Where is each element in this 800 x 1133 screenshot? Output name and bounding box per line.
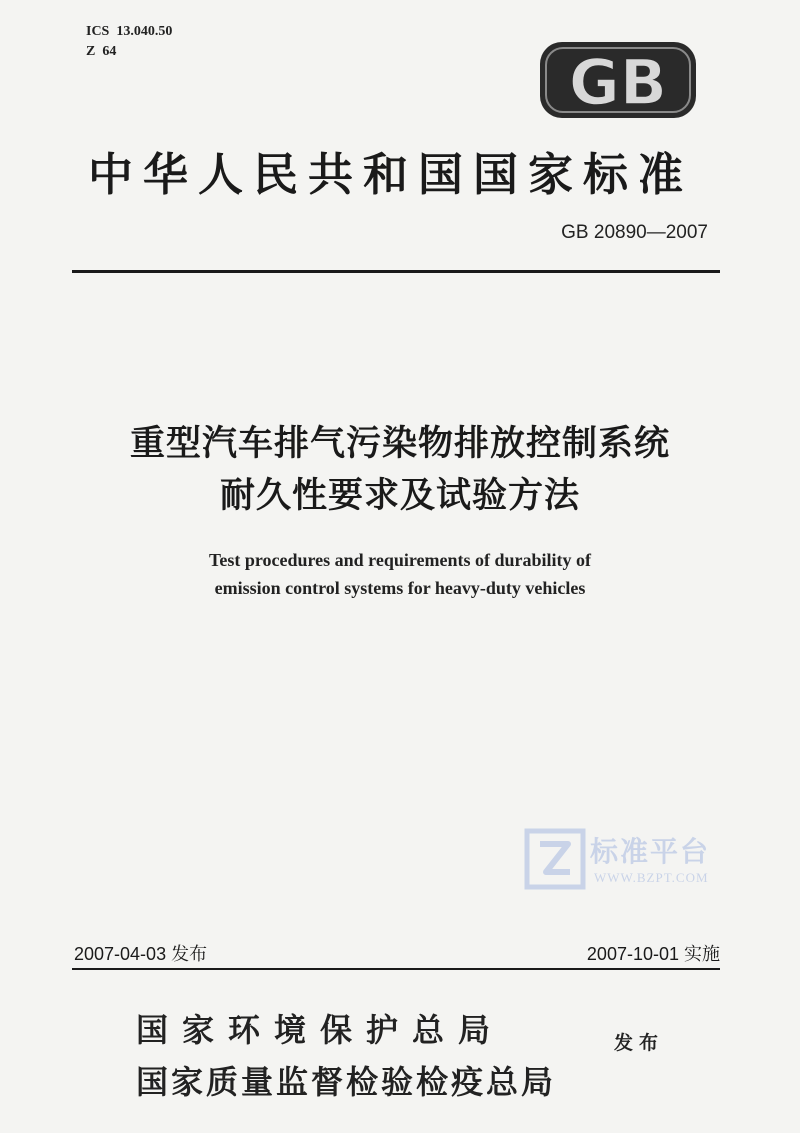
standard-number: GB 20890—2007 — [561, 222, 708, 243]
ccs-code: Z 64 — [86, 44, 117, 59]
issuer-quality-supervision: 国家质量监督检验检疫总局 — [136, 1063, 557, 1101]
watermark-url: WWW.BZPT.COM — [594, 870, 709, 885]
chinese-title-line-1: 重型汽车排气污染物排放控制系统 — [129, 424, 670, 464]
english-title-line-2: emission control systems for heavy-duty vehicles — [214, 578, 586, 598]
ics-code: ICS 13.040.50 — [86, 24, 173, 39]
english-title — [0, 546, 800, 602]
classification-codes — [86, 22, 172, 62]
chinese-title — [0, 418, 800, 522]
standard-title: 中华人民共和国国家标准 — [88, 148, 694, 201]
svg-text:GB: GB — [568, 46, 668, 119]
watermark — [524, 826, 744, 896]
watermark-logo-icon — [524, 828, 586, 890]
watermark-name: 标准平台 — [590, 835, 711, 868]
english-title-line-1: Test procedures and requirements of durability of — [208, 550, 592, 570]
footer-divider — [72, 968, 720, 970]
issue-date: 2007-04-03 发布 — [74, 944, 208, 964]
issuing-authorities — [136, 1004, 556, 1108]
chinese-title-line-2: 耐久性要求及试验方法 — [219, 476, 580, 516]
gb-logo — [538, 38, 698, 122]
issuer-environmental-protection: 国家环境保护总局 — [136, 1011, 505, 1049]
publish-label: 发布 — [614, 1032, 665, 1054]
effective-date: 2007-10-01 实施 — [586, 944, 720, 964]
header-divider — [72, 270, 720, 273]
